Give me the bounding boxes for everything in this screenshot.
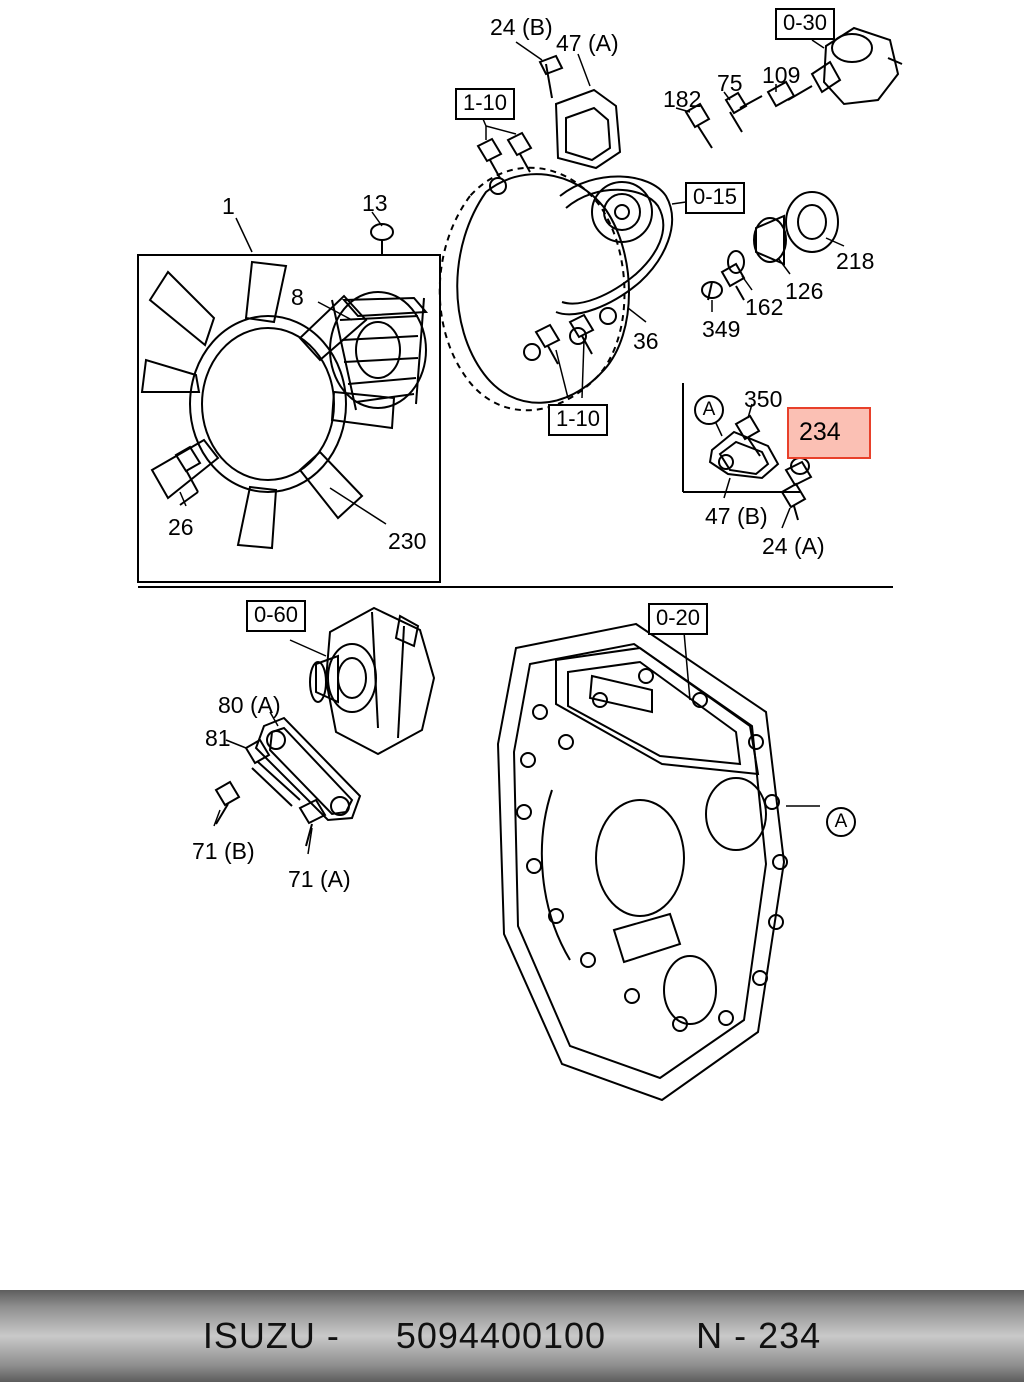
callout-75[interactable]: 75 [717,70,743,96]
callout-47b[interactable]: 47 (B) [705,503,768,529]
drive-belt [556,176,672,314]
alternator [310,608,434,754]
footer-text [203,1315,821,1357]
group-box-0-60[interactable]: 0-60 [246,600,306,632]
callout-8[interactable]: 8 [291,284,304,310]
footer-part-number: 5094400100 [395,1315,607,1356]
callout-126[interactable]: 126 [785,278,824,304]
callout-230[interactable]: 230 [388,528,427,554]
callout-71b[interactable]: 71 (B) [192,838,255,864]
group-box-0-20[interactable]: 0-20 [648,603,708,635]
footer-brand: ISUZU - [202,1315,340,1356]
footer-bar [0,1290,1024,1382]
fan-clutch [330,292,426,410]
callout-182[interactable]: 182 [663,86,702,112]
callout-24a[interactable]: 24 (A) [762,533,825,559]
callout-350[interactable]: 350 [744,386,783,412]
ref-circle-a-lower[interactable]: A [826,807,856,837]
bolt-71a [300,800,325,846]
tensioner-bracket [540,56,620,168]
ref-circle-a-upper[interactable]: A [694,395,724,425]
callout-26[interactable]: 26 [168,514,194,540]
callout-36[interactable]: 36 [633,328,659,354]
stud-75 [726,93,762,132]
callout-24b[interactable]: 24 (B) [490,14,553,40]
bolt-71b [216,782,239,824]
group-box-0-30[interactable]: 0-30 [775,8,835,40]
footer-figure-code: N - 234 [696,1315,822,1356]
callout-71a[interactable]: 71 (A) [288,866,351,892]
group-box-1-10-lower[interactable]: 1-10 [548,404,608,436]
group-box-0-15[interactable]: 0-15 [685,182,745,214]
callout-349[interactable]: 349 [702,316,741,342]
callout-162[interactable]: 162 [745,294,784,320]
callout-80a[interactable]: 80 (A) [218,692,281,718]
callout-81[interactable]: 81 [205,725,231,751]
callout-218[interactable]: 218 [836,248,875,274]
callout-13[interactable]: 13 [362,190,388,216]
group-box-1-10-upper[interactable]: 1-10 [455,88,515,120]
highlight-label-234: 234 [799,418,841,446]
bolts-1-10-lower [536,315,593,364]
callout-1[interactable]: 1 [222,193,235,219]
timing-gear-case [498,624,787,1100]
callout-109[interactable]: 109 [762,62,801,88]
fan-guard [440,168,629,411]
callout-47a[interactable]: 47 (A) [556,30,619,56]
bolt-13 [371,224,393,256]
